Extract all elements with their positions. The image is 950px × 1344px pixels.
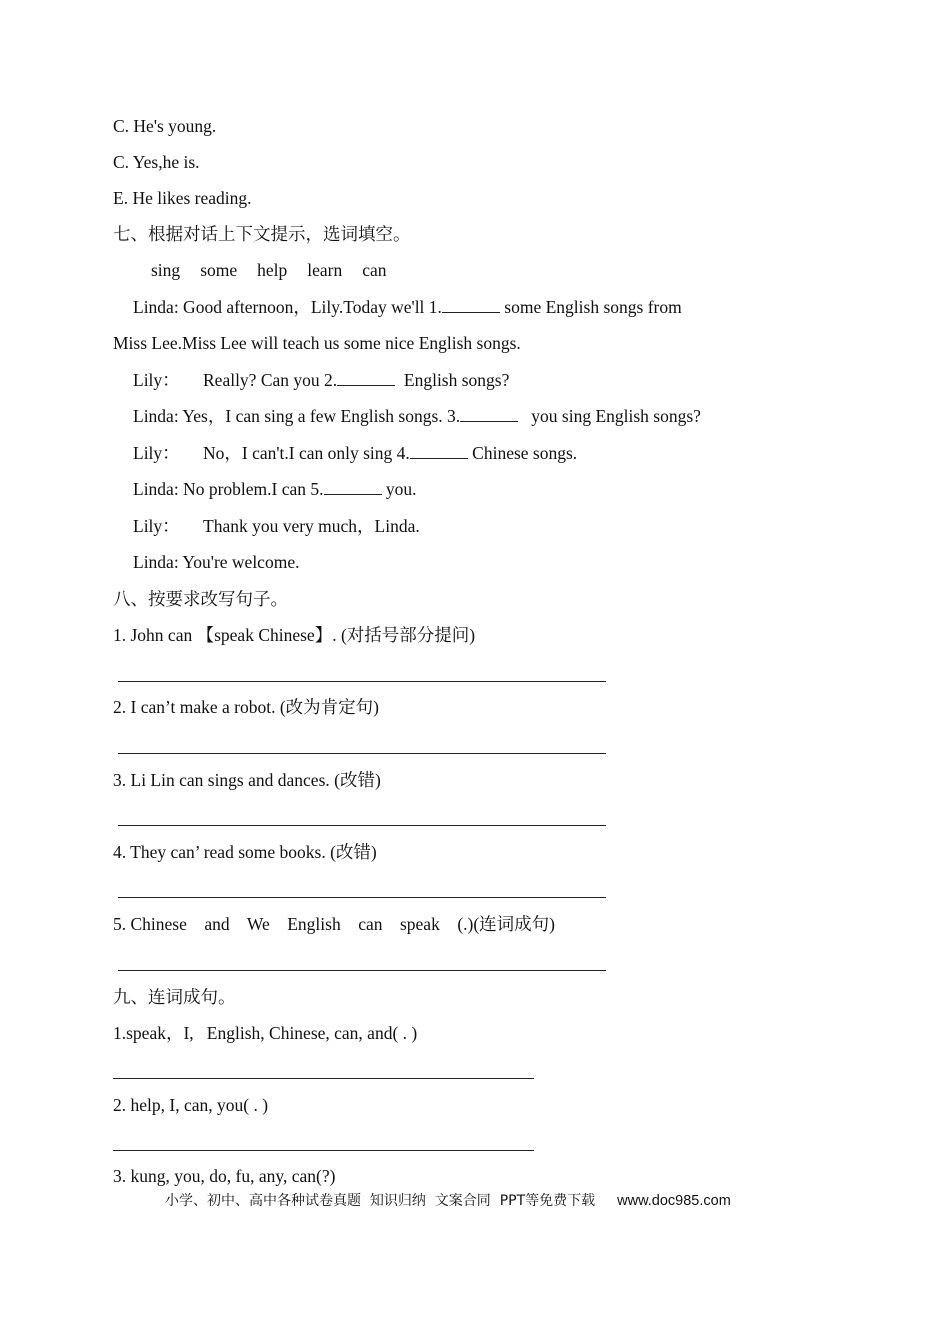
answer-line[interactable] bbox=[118, 681, 606, 682]
answer-line[interactable] bbox=[113, 1150, 534, 1151]
section-7-heading: 七、根据对话上下文提示，选词填空。 bbox=[113, 224, 411, 244]
dialogue-line-6: Lily： Thank you very much，Linda. bbox=[133, 516, 420, 536]
dialogue-line-4: Lily： No，I can't.I can only sing 4. Chinese songs. bbox=[133, 443, 578, 463]
dialogue-line-3: Linda: Yes，I can sing a few English songs. 3. you sing English songs? bbox=[133, 406, 701, 426]
dialogue-line-7: Linda: You're welcome. bbox=[133, 552, 300, 572]
footer-url[interactable]: www.doc985.com bbox=[617, 1193, 731, 1209]
answer-line[interactable] bbox=[118, 970, 606, 971]
answer-line[interactable] bbox=[113, 1078, 534, 1079]
dialogue-line-1: Linda: Good afternoon，Lily.Today we'll 1. some English songs from bbox=[133, 297, 682, 317]
blank-1[interactable] bbox=[442, 298, 500, 313]
reorder-item-3: 3. kung, you, do, fu, any, can(?) bbox=[113, 1166, 336, 1186]
speaker-lily: Lily： bbox=[133, 370, 180, 390]
word-bank-item: some bbox=[200, 260, 238, 280]
footer-text: 小学、初中、高中各种试卷真题 知识归纳 文案合同 PPT等免费下载 bbox=[165, 1193, 596, 1209]
section-9-heading: 九、连词成句。 bbox=[113, 987, 236, 1007]
option-c-yes: C. Yes,he is. bbox=[113, 152, 200, 172]
rewrite-item-2: 2. I can’t make a robot. (改为肯定句) bbox=[113, 697, 379, 717]
answer-line[interactable] bbox=[118, 897, 606, 898]
blank-2[interactable] bbox=[337, 371, 395, 386]
blank-4[interactable] bbox=[410, 444, 468, 459]
answer-line[interactable] bbox=[118, 753, 606, 754]
dialogue-line-2: Lily： Really? Can you 2. English songs? bbox=[133, 370, 510, 390]
reorder-item-1: 1.speak，I, English, Chinese, can, and( . ) bbox=[113, 1023, 418, 1043]
rewrite-item-3: 3. Li Lin can sings and dances. (改错) bbox=[113, 770, 381, 790]
speaker-lily: Lily： bbox=[133, 443, 180, 463]
rewrite-item-5: 5. Chinese and We English can speak (.)(连词成句) bbox=[113, 914, 556, 934]
blank-5[interactable] bbox=[324, 480, 382, 495]
answer-line[interactable] bbox=[118, 825, 606, 826]
option-e-reading: E. He likes reading. bbox=[113, 188, 252, 208]
blank-3[interactable] bbox=[460, 407, 518, 422]
page-footer bbox=[165, 1190, 731, 1210]
speaker-lily: Lily： bbox=[133, 516, 180, 536]
section-8-heading: 八、按要求改写句子。 bbox=[113, 589, 288, 609]
word-bank-item: can bbox=[362, 260, 387, 280]
dialogue-line-1-cont: Miss Lee.Miss Lee will teach us some nice English songs. bbox=[113, 333, 521, 353]
rewrite-item-1: 1. John can 【speak Chinese】. (对括号部分提问) bbox=[113, 625, 476, 645]
dialogue-line-5: Linda: No problem.I can 5. you. bbox=[133, 479, 417, 499]
word-bank-item: learn bbox=[307, 260, 343, 280]
word-bank-item: help bbox=[257, 260, 288, 280]
word-bank bbox=[151, 259, 387, 281]
option-c-young: C. He's young. bbox=[113, 116, 217, 136]
word-bank-item: sing bbox=[151, 260, 181, 280]
rewrite-item-4: 4. They can’ read some books. (改错) bbox=[113, 842, 377, 862]
reorder-item-2: 2. help, I, can, you( . ) bbox=[113, 1095, 269, 1115]
